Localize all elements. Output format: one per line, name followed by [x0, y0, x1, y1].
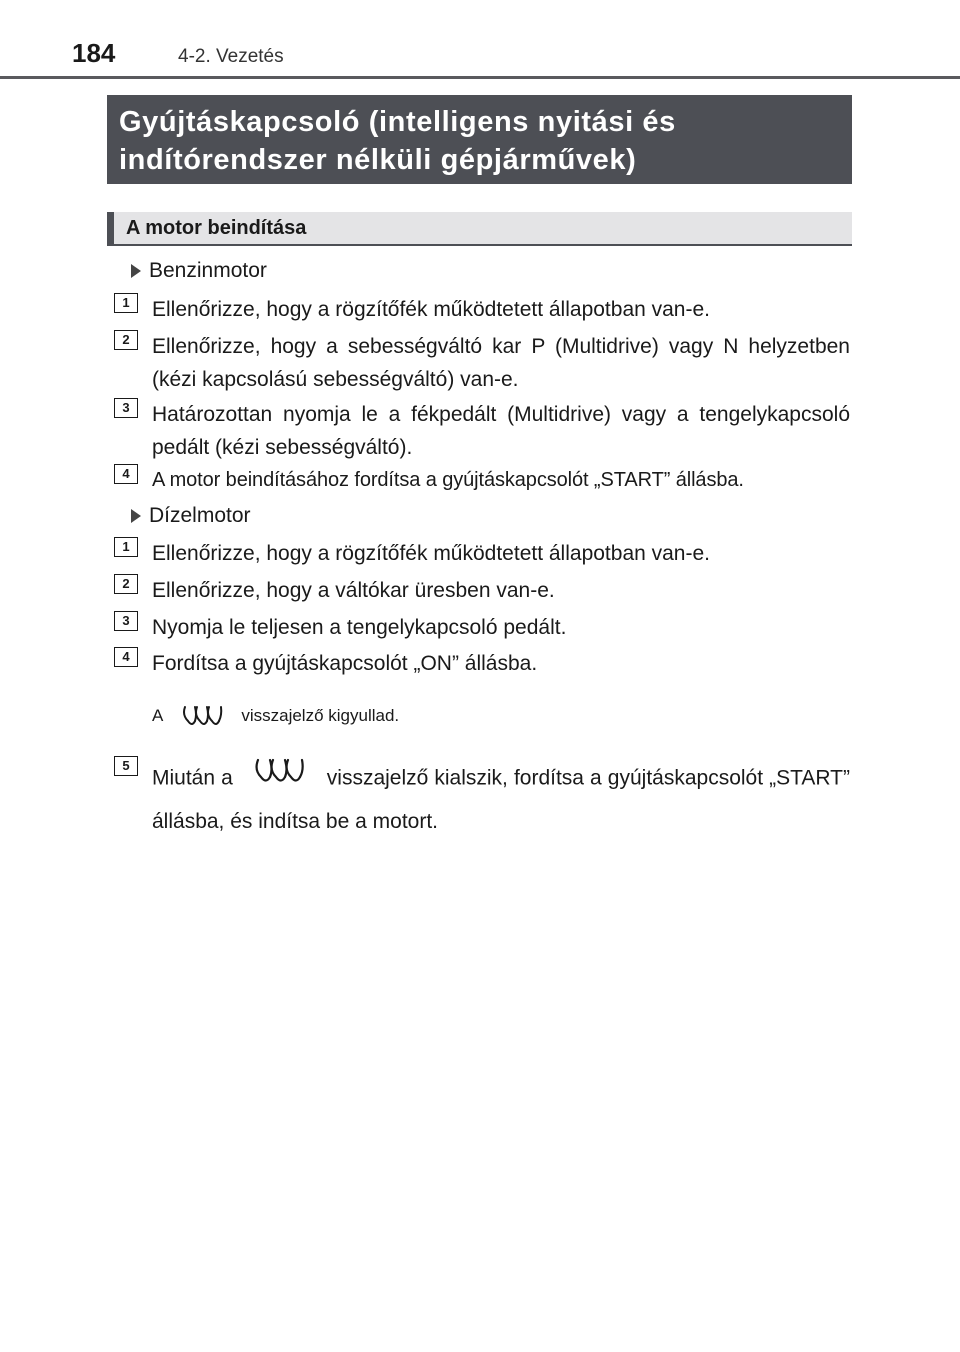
step-number: 2	[114, 574, 138, 594]
step-text	[152, 756, 850, 842]
header-rule	[0, 76, 960, 79]
step-text: A motor beindításához fordítsa a gyújtáskapcsolót „START” állásba.	[152, 469, 744, 491]
page-title	[107, 95, 852, 184]
step-text: Ellenőrizze, hogy a váltókar üresben van-e.	[152, 579, 555, 602]
page-number: 184	[72, 38, 116, 68]
step-text: Ellenőrizze, hogy a rögzítőfék működtetett állapotban van-e.	[152, 298, 710, 321]
diesel-step-3	[114, 611, 850, 644]
step-text: Nyomja le teljesen a tengelykapcsoló pedált.	[152, 616, 567, 639]
subheading: A motor beindítása	[107, 212, 852, 246]
step-number: 3	[114, 611, 138, 631]
diesel-step-1	[114, 537, 850, 570]
step-text: Ellenőrizze, hogy a sebességváltó kar P (Multidrive) vagy N helyzetben (kézi kapcsolású sebességváltó) van-e.	[152, 335, 850, 391]
petrol-step-1	[114, 293, 850, 326]
petrol-step-2	[114, 330, 850, 396]
step-text: Határozottan nyomja le a fékpedált (Multidrive) vagy a tengelykapcsoló pedált (kézi sebességváltó).	[152, 403, 850, 459]
section-reference: 4-2. Vezetés	[178, 46, 284, 67]
page-title-line-2: indítórendszer nélküli gépjárművek)	[119, 144, 637, 176]
petrol-step-4	[114, 464, 850, 497]
note-text-before: A	[152, 706, 164, 725]
triangle-bullet-icon	[131, 509, 141, 523]
step-number: 4	[114, 647, 138, 667]
triangle-bullet-icon	[131, 264, 141, 278]
step5-text-before: Miután a	[152, 766, 233, 790]
petrol-bullet	[131, 257, 267, 285]
diesel-bullet	[131, 502, 251, 530]
note-text-after: visszajelző kigyullad.	[241, 706, 400, 725]
step-number: 5	[114, 756, 138, 776]
step-number: 3	[114, 398, 138, 418]
glow-plug-indicator-icon	[253, 756, 309, 788]
step-number: 4	[114, 464, 138, 484]
petrol-label: Benzinmotor	[149, 259, 267, 282]
step-text: Ellenőrizze, hogy a rögzítőfék működtetett állapotban van-e.	[152, 542, 710, 565]
diesel-step-2	[114, 574, 850, 607]
page-title-line-1: Gyújtáskapcsoló (intelligens nyitási és	[119, 106, 676, 138]
step-text: Fordítsa a gyújtáskapcsolót „ON” állásba.	[152, 652, 538, 675]
diesel-step-5	[114, 756, 850, 842]
glow-plug-indicator-icon	[181, 703, 227, 731]
step-number: 2	[114, 330, 138, 350]
petrol-step-3	[114, 398, 850, 464]
step5-text-after: visszajelző kialszik, fordítsa a gyújtáskapcsolót „START” állásba, és indítsa be a motort.	[152, 766, 850, 833]
diesel-label: Dízelmotor	[149, 504, 251, 527]
step-number: 1	[114, 293, 138, 313]
step-number: 1	[114, 537, 138, 557]
indicator-note	[152, 702, 399, 731]
diesel-step-4	[114, 647, 850, 680]
